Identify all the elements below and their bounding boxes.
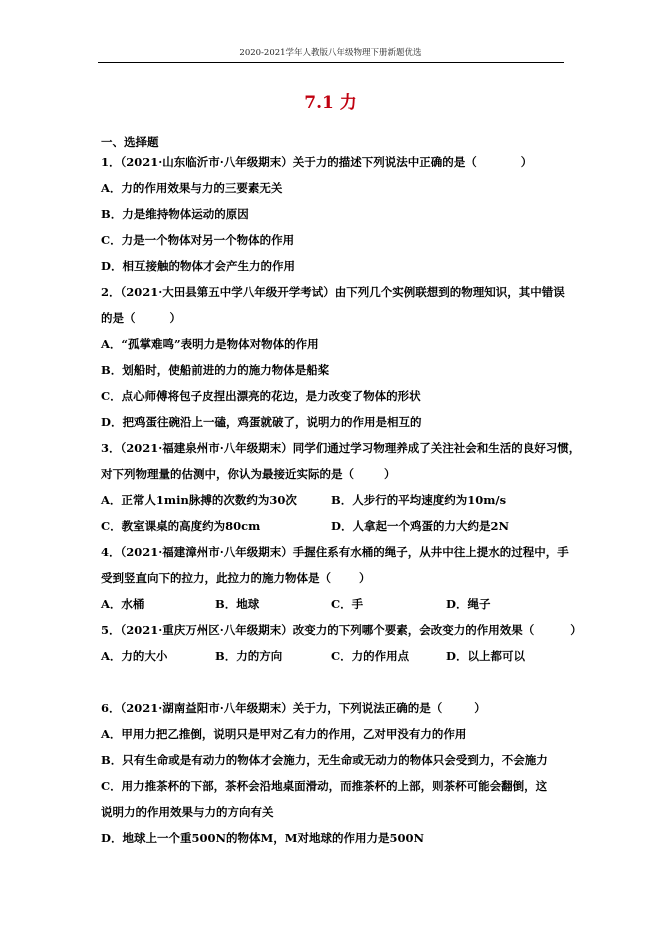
q1-option-a: A．力的作用效果与力的三要素无关: [101, 181, 283, 195]
header-divider: [98, 62, 564, 63]
q6-option-d: D．地球上一个重500N的物体M，M对地球的作用力是500N: [101, 831, 424, 845]
q1-option-b: B．力是维持物体运动的原因: [101, 207, 249, 221]
q1-option-d: D．相互接触的物体才会产生力的作用: [101, 259, 295, 273]
q5-option-d: D．以上都可以: [446, 649, 525, 663]
page-title: 7.1 力: [304, 93, 357, 113]
q2-option-c: C．点心师傅将包子皮捏出漂亮的花边，是力改变了物体的形状: [101, 389, 421, 403]
q3-option-a: A．正常人1min脉搏的次数约为30次: [101, 493, 297, 507]
q6-option-c-line1: C．用力推茶杯的下部，茶杯会沿地桌面滑动，而推茶杯的上部，则茶杯可能会翻倒，这: [101, 779, 548, 793]
q6-stem: 6．（2021·湖南益阳市·八年级期末）关于力，下列说法正确的是（ ）: [101, 701, 486, 715]
q4-stem-line1: 4．（2021·福建漳州市·八年级期末）手握住系有水桶的绳子，从井中往上提水的过程中，手: [101, 545, 569, 559]
q1-option-c: C．力是一个物体对另一个物体的作用: [101, 233, 295, 247]
q4-option-b: B．地球: [215, 597, 260, 611]
q2-option-d: D．把鸡蛋往碗沿上一磕，鸡蛋就破了，说明力的作用是相互的: [101, 415, 422, 429]
q6-option-a: A．甲用力把乙推倒，说明只是甲对乙有力的作用，乙对甲没有力的作用: [101, 727, 467, 741]
page-header: 2020-2021学年人教版八年级物理下册新题优选: [239, 48, 422, 58]
q3-stem-line1: 3．（2021·福建泉州市·八年级期末）同学们通过学习物理养成了关注社会和生活的良好习惯，: [101, 441, 581, 455]
q5-option-c: C．力的作用点: [331, 649, 410, 663]
q2-option-b: B．划船时，使船前进的力的施力物体是船桨: [101, 363, 330, 377]
q4-stem-line2: 受到竖直向下的拉力，此拉力的施力物体是（ ）: [101, 571, 371, 585]
q1-stem: 1．（2021·山东临沂市·八年级期末）关于力的描述下列说法中正确的是（ ）: [101, 155, 533, 169]
q5-option-a: A．力的大小: [101, 649, 168, 663]
q2-stem-line2: 的是（ ）: [101, 311, 181, 325]
q3-option-c: C．教室课桌的高度约为80cm: [101, 519, 261, 533]
q6-option-b: B．只有生命或是有动力的物体才会施力，无生命或无动力的物体只会受到力，不会施力: [101, 753, 548, 767]
q6-option-c-line2: 说明力的作用效果与力的方向有关: [101, 805, 274, 819]
q5-option-b: B．力的方向: [215, 649, 283, 663]
q3-stem-line2: 对下列物理量的估测中，你认为最接近实际的是（ ）: [101, 467, 396, 481]
q4-option-c: C．手: [331, 597, 364, 611]
q5-stem: 5．（2021·重庆万州区·八年级期末）改变力的下列哪个要素，会改变力的作用效果（ ）: [101, 623, 582, 637]
q4-option-d: D．绳子: [446, 597, 491, 611]
q3-option-b: B．人步行的平均速度约为10m/s: [331, 493, 507, 507]
section-heading: 一、选择题: [101, 135, 159, 149]
q4-option-a: A．水桶: [101, 597, 145, 611]
q2-stem-line1: 2．（2021·大田县第五中学八年级开学考试）由下列几个实例联想到的物理知识，其中错误: [101, 285, 565, 299]
q3-option-d: D．人拿起一个鸡蛋的力大约是2N: [331, 519, 509, 533]
q2-option-a: A．“孤掌难鸣”表明力是物体对物体的作用: [101, 337, 319, 351]
